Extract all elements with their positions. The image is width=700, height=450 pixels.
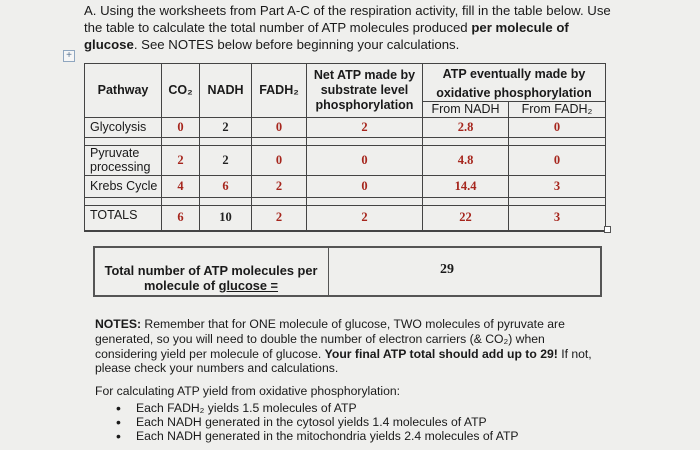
row-glycolysis bbox=[85, 117, 606, 137]
cell-from-fadh2[interactable]: 3 bbox=[509, 175, 606, 197]
instructions-bold: per molecule of glucose bbox=[84, 20, 569, 52]
instructions-text-2: . See NOTES below before beginning your calculations. bbox=[133, 37, 460, 52]
total-label-equals: = bbox=[267, 278, 279, 293]
cell-net-atp[interactable]: 0 bbox=[307, 145, 423, 175]
row-krebs bbox=[85, 175, 606, 197]
cell-from-fadh2[interactable]: 0 bbox=[509, 145, 606, 175]
header-atp-eventually-line1: ATP eventually made by bbox=[442, 67, 586, 82]
notes-text-2: If not, please check your numbers and calculations. bbox=[95, 346, 592, 376]
header-atp-eventually bbox=[423, 64, 606, 86]
cell-net-atp[interactable]: 2 bbox=[307, 117, 423, 137]
cell-from-fadh2[interactable]: 0 bbox=[509, 117, 606, 137]
list-item: • Each NADH generated in the cytosol yields 1.4 molecules of ATP bbox=[116, 415, 519, 429]
row-label bbox=[85, 145, 162, 175]
header-from-fadh2: From FADH₂ bbox=[509, 101, 606, 117]
cell-co2[interactable]: 6 bbox=[162, 205, 200, 231]
notes-bold: Your final ATP total should add up to 29! bbox=[324, 346, 558, 361]
header-net-atp-line2: substrate level bbox=[320, 82, 409, 97]
total-label-line2 bbox=[101, 278, 321, 293]
cell-co2[interactable]: 0 bbox=[162, 117, 200, 137]
list-item: • Each NADH generated in the mitochondria yields 2.4 molecules of ATP bbox=[116, 429, 519, 443]
total-label-line1: Total number of ATP molecules per bbox=[104, 263, 318, 278]
resize-handle[interactable] bbox=[604, 226, 611, 233]
instructions bbox=[84, 2, 624, 53]
cell-co2[interactable]: 2 bbox=[162, 145, 200, 175]
total-divider bbox=[328, 247, 329, 296]
notes bbox=[95, 317, 595, 376]
cell-nadh[interactable]: 2 bbox=[200, 145, 252, 175]
row-label: Glycolysis bbox=[85, 117, 162, 137]
header-fadh2: FADH₂ bbox=[252, 64, 307, 118]
cell-from-nadh[interactable]: 2.8 bbox=[423, 117, 509, 137]
list-item: • Each FADH₂ yields 1.5 molecules of ATP bbox=[116, 401, 519, 415]
cell-net-atp[interactable]: 0 bbox=[307, 175, 423, 197]
total-value[interactable]: 29 bbox=[440, 262, 454, 277]
total-label-glucose: glucose bbox=[218, 278, 267, 293]
cell-fadh2[interactable]: 0 bbox=[252, 117, 307, 137]
cell-from-nadh[interactable]: 14.4 bbox=[423, 175, 509, 197]
cell-from-fadh2[interactable]: 3 bbox=[509, 205, 606, 231]
row-label-line1: Pyruvate bbox=[90, 146, 140, 160]
header-from-nadh: From NADH bbox=[423, 101, 509, 117]
cell-net-atp[interactable]: 2 bbox=[307, 205, 423, 231]
cell-fadh2[interactable]: 0 bbox=[252, 145, 307, 175]
total-label-part-a: molecule of bbox=[143, 278, 219, 293]
header-net-atp-line1: Net ATP made by bbox=[313, 67, 416, 82]
header-net-atp bbox=[307, 64, 423, 118]
cell-from-nadh[interactable]: 22 bbox=[423, 205, 509, 231]
row-pyruvate bbox=[85, 145, 606, 175]
notes-text-1: Remember that for ONE molecule of glucose, TWO molecules of pyruvate are generated, so you will need to double the number of electron carriers (& CO₂) when considering yield per molecule of glucose. bbox=[95, 317, 565, 361]
total-label bbox=[101, 263, 321, 293]
cell-nadh[interactable]: 2 bbox=[200, 117, 252, 137]
header-net-atp-line3: phosphorylation bbox=[315, 97, 414, 112]
calc-bullets bbox=[116, 401, 519, 443]
header-pathway: Pathway bbox=[85, 64, 162, 118]
header-nadh: NADH bbox=[200, 64, 252, 118]
atp-table bbox=[84, 63, 606, 232]
cell-from-nadh[interactable]: 4.8 bbox=[423, 145, 509, 175]
row-label: Krebs Cycle bbox=[85, 175, 162, 197]
cell-co2[interactable]: 4 bbox=[162, 175, 200, 197]
cell-nadh[interactable]: 6 bbox=[200, 175, 252, 197]
notes-heading: NOTES: bbox=[95, 317, 142, 331]
calc-intro: For calculating ATP yield from oxidative phosphorylation: bbox=[95, 384, 401, 398]
header-co2: CO₂ bbox=[162, 64, 200, 118]
table-expand-icon[interactable]: + bbox=[63, 50, 75, 62]
row-totals bbox=[85, 205, 606, 231]
instructions-text-1: A. Using the worksheets from Part A-C of the respiration activity, fill in the table below. Use the table to calculate the total number of ATP molecules produced bbox=[84, 3, 611, 35]
row-label-line2: processing bbox=[90, 160, 151, 174]
header-oxidative: oxidative phosphorylation bbox=[423, 86, 606, 102]
cell-nadh[interactable]: 10 bbox=[200, 205, 252, 231]
cell-fadh2[interactable]: 2 bbox=[252, 205, 307, 231]
cell-fadh2[interactable]: 2 bbox=[252, 175, 307, 197]
row-label: TOTALS bbox=[85, 205, 162, 231]
